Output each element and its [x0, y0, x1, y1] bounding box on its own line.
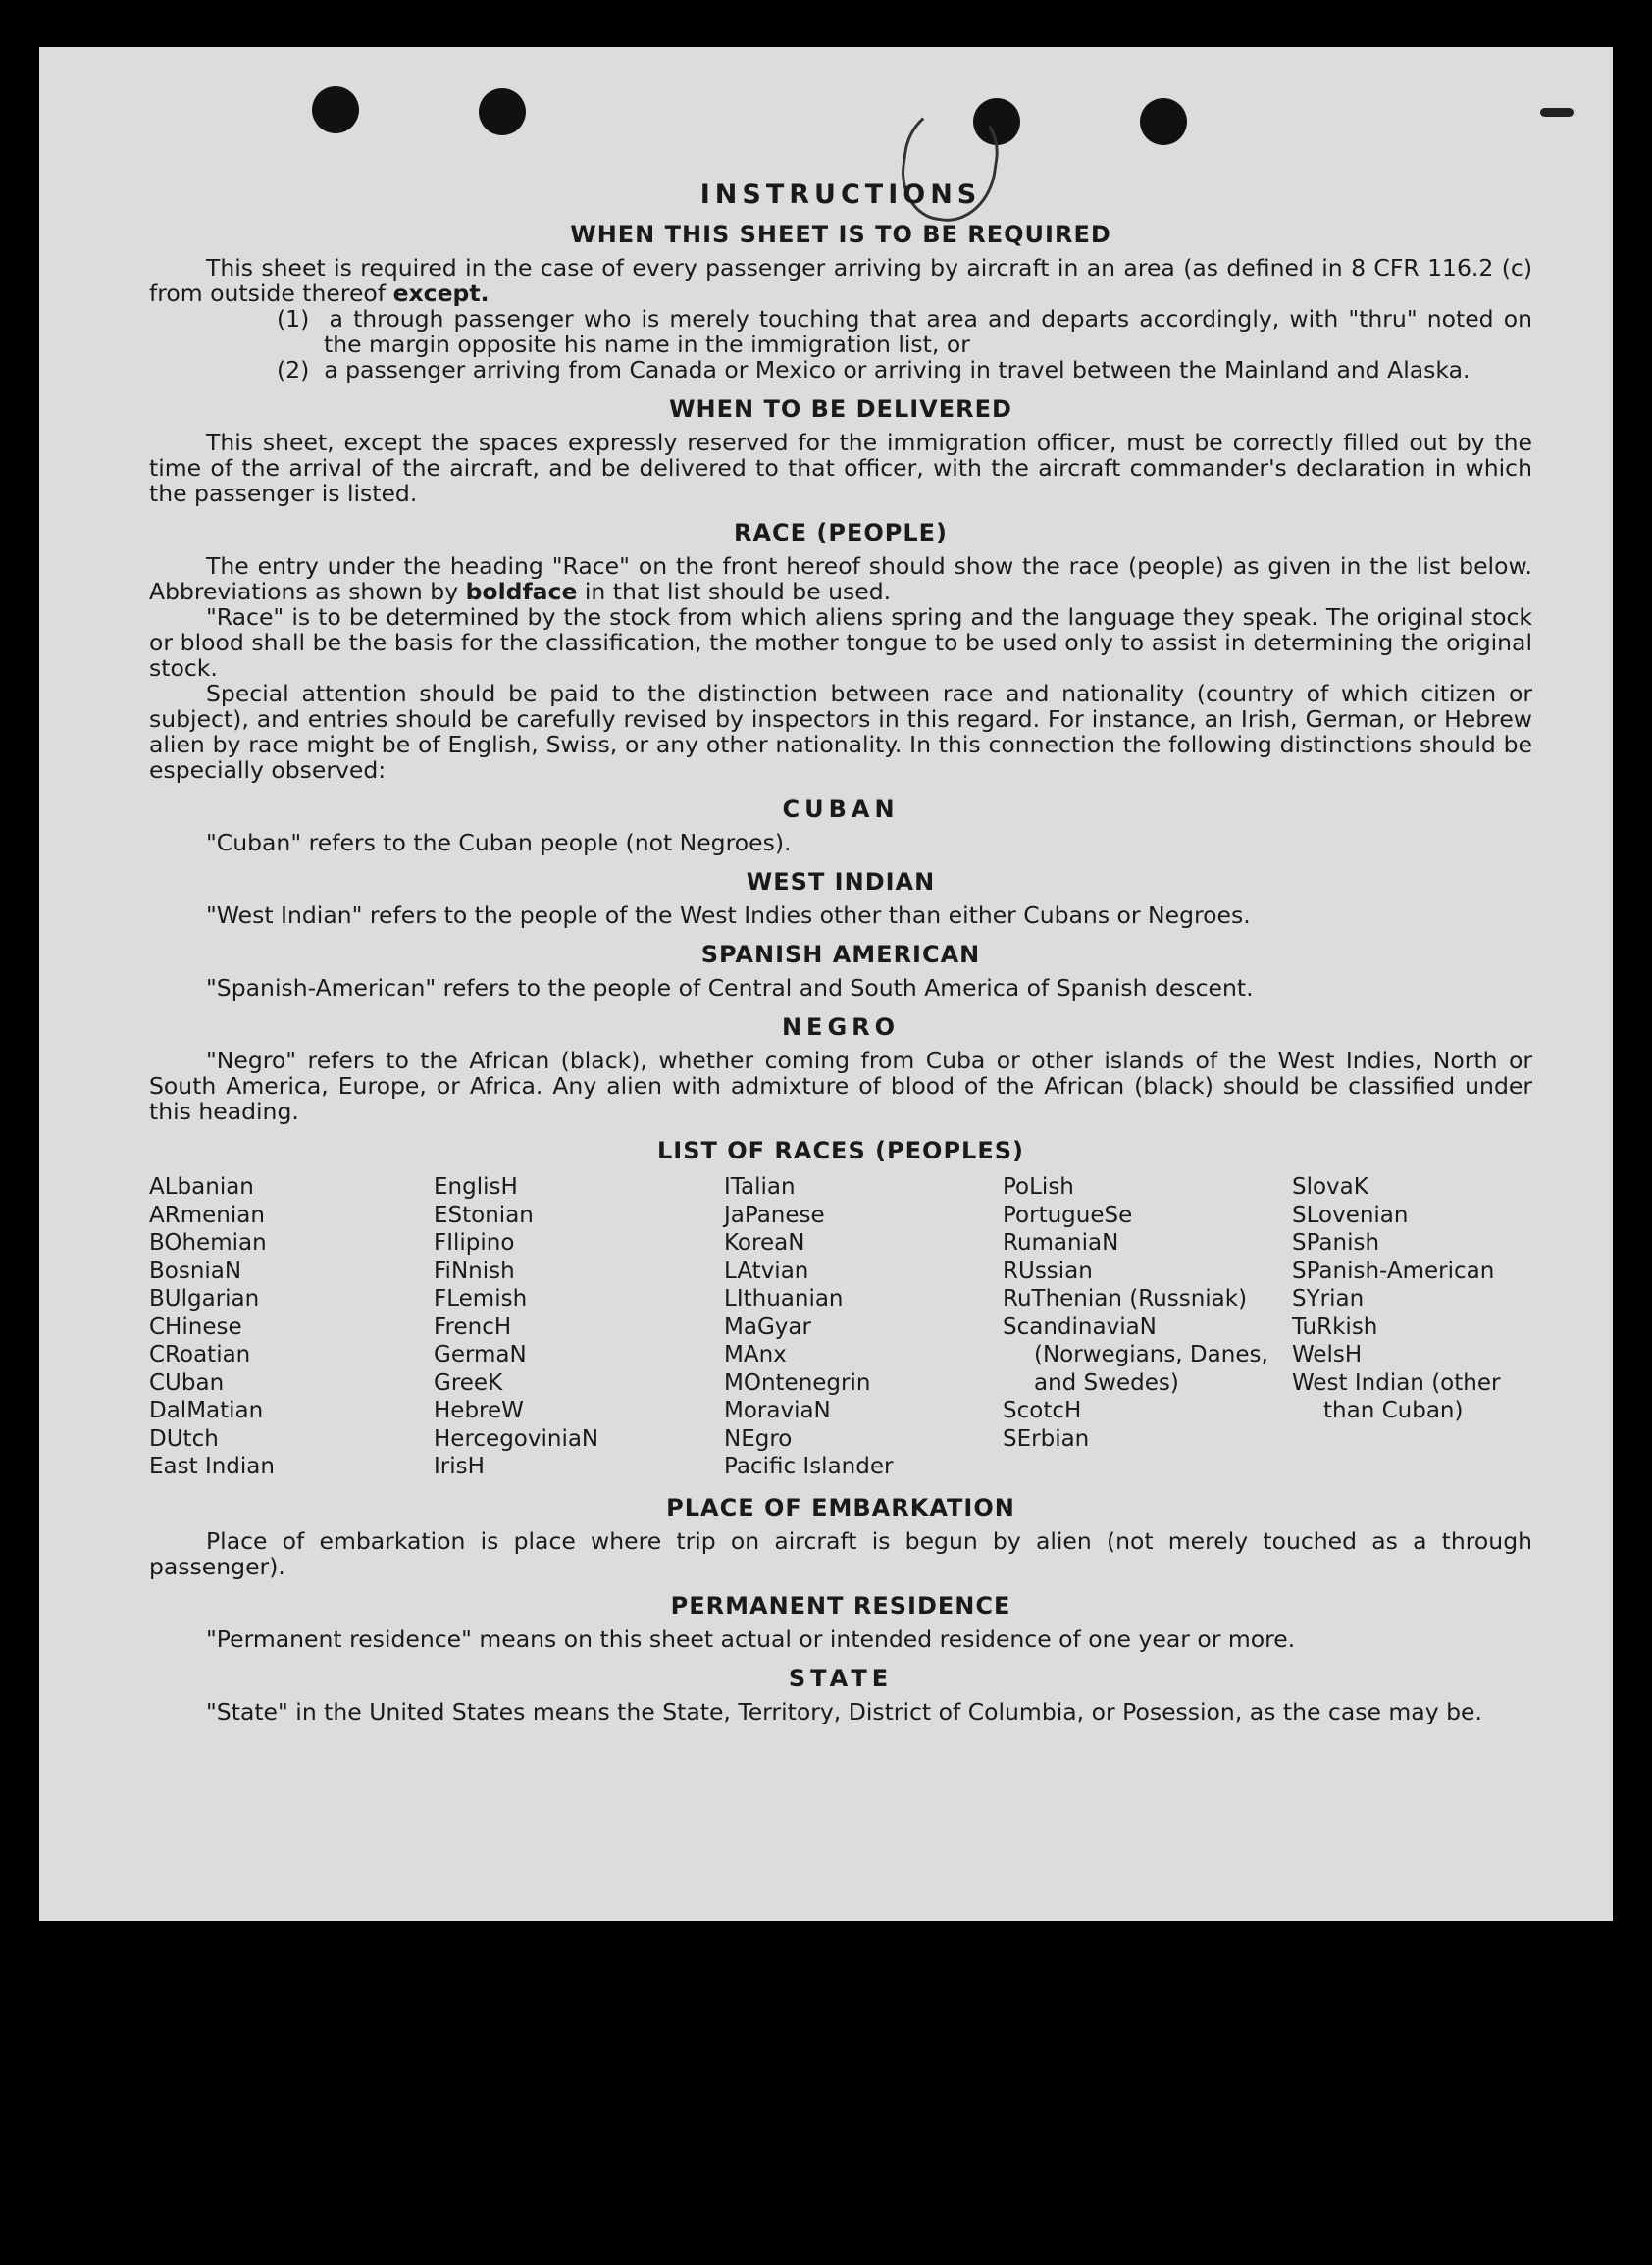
- paragraph-race-2: "Race" is to be determined by the stock from which aliens spring and the language they speak. The original stock or blood shall be the basis for the classification, the mother tongue to be used only to assist in determining the original stock.: [149, 603, 1532, 682]
- race-item: HercegoviniaN: [434, 1425, 599, 1452]
- heading-list-of-races: LIST OF RACES (PEOPLES): [657, 1137, 1024, 1164]
- heading-spanish-american: SPANISH AMERICAN: [700, 941, 981, 968]
- instructions-text: [149, 182, 1532, 1724]
- race-item: BUlgarian: [149, 1286, 260, 1312]
- race-item: GreeK: [434, 1369, 503, 1396]
- paragraph-required: This sheet is required in the case of every passenger arriving by aircraft in an area (as defined in 8 CFR 116.2 (c) from outside thereof except.: [149, 254, 1532, 307]
- race-item: CHinese: [149, 1313, 242, 1340]
- race-item: East Indian: [149, 1454, 275, 1479]
- scan-smudge: [1540, 108, 1574, 117]
- race-column-2: [434, 1173, 724, 1481]
- exception-item-2: (2) a passenger arriving from Canada or Mexico or arriving in travel between the Mainland and Alaska.: [277, 356, 1471, 384]
- race-column-3: [724, 1173, 1003, 1481]
- race-item: MoraviaN: [724, 1398, 831, 1423]
- race-item: JaPanese: [724, 1202, 825, 1228]
- race-item: ALbanian: [149, 1174, 254, 1200]
- exception-item-1: (1) a through passenger who is merely touching that area and departs accordingly, with "thru" noted on the margin opposite his name in the immigration list, or: [277, 305, 1532, 358]
- heading-state: STATE: [788, 1664, 894, 1692]
- race-item: MOntenegrin: [724, 1369, 871, 1396]
- race-item: DalMatian: [149, 1398, 264, 1423]
- race-item: BosniaN: [149, 1258, 242, 1284]
- heading-when-delivered: WHEN TO BE DELIVERED: [669, 395, 1012, 423]
- punch-hole: [312, 86, 359, 133]
- race-item: FLemish: [434, 1286, 528, 1312]
- race-item: RumaniaN: [1003, 1230, 1119, 1256]
- race-item: PortugueSe: [1003, 1202, 1133, 1228]
- race-column-1: [149, 1173, 434, 1481]
- race-item: ARmenian: [149, 1202, 265, 1228]
- paragraph-negro: "Negro" refers to the African (black), whether coming from Cuba or other islands of the West Indies, North or South America, Europe, or Africa. Any alien with admixture of blood of the African (black) should be classified under this heading.: [149, 1047, 1532, 1125]
- heading-when-required: WHEN THIS SHEET IS TO BE REQUIRED: [570, 221, 1111, 248]
- race-item: SYrian: [1292, 1286, 1365, 1312]
- paragraph-spanish-american: "Spanish-American" refers to the people of Central and South America of Spanish descent.: [206, 974, 1254, 1002]
- heading-permanent-residence: PERMANENT RESIDENCE: [670, 1591, 1011, 1620]
- race-item: CUban: [149, 1369, 225, 1396]
- race-item: SPanish: [1292, 1230, 1380, 1256]
- race-item: BOhemian: [149, 1230, 267, 1256]
- race-item: IrisH: [434, 1454, 485, 1479]
- race-item: FrencH: [434, 1313, 512, 1340]
- race-item: West Indian (other than Cuban): [1292, 1369, 1501, 1423]
- race-list: [149, 1173, 1532, 1481]
- race-item: HebreW: [434, 1398, 524, 1423]
- race-item: EStonian: [434, 1202, 534, 1228]
- race-item: MAnx: [724, 1342, 787, 1367]
- paragraph-west-indian: "West Indian" refers to the people of the West Indies other than either Cubans or Negroes.: [206, 901, 1251, 929]
- race-item: MaGyar: [724, 1313, 811, 1340]
- heading-race: RACE (PEOPLE): [733, 519, 949, 546]
- race-item: SErbian: [1003, 1425, 1090, 1452]
- paragraph-race-3: Special attention should be paid to the distinction between race and nationality (country of which citizen or subject), and entries should be carefully revised by inspectors in this regard. For instance, an Irish, German, or Hebrew alien by race might be of English, Swiss, or any other nationality. In this connection the following distinctions should be especially observed:: [149, 680, 1532, 784]
- race-item: LAtvian: [724, 1258, 809, 1284]
- race-item: SLovenian: [1292, 1202, 1409, 1228]
- race-item: ScotcH: [1003, 1398, 1082, 1423]
- heading-cuban: CUBAN: [782, 796, 900, 823]
- race-item: SlovaK: [1292, 1174, 1368, 1200]
- paragraph-embarkation: Place of embarkation is place where trip on aircraft is begun by alien (not merely touched as a through passenger).: [149, 1526, 1532, 1580]
- race-item: NEgro: [724, 1425, 793, 1452]
- heading-west-indian: WEST INDIAN: [746, 868, 936, 896]
- paragraph-cuban: "Cuban" refers to the Cuban people (not Negroes).: [206, 829, 792, 856]
- race-item: WelsH: [1292, 1342, 1363, 1367]
- race-item: RUssian: [1003, 1258, 1093, 1284]
- paragraph-race-1: The entry under the heading "Race" on the front hereof should show the race (people) as given in the list below. Abbreviations as shown by boldface in that list should be used.: [149, 552, 1532, 605]
- race-item: ScandinaviaN (Norwegians, Danes, and Swedes): [1003, 1313, 1268, 1396]
- race-column-4: [1003, 1173, 1292, 1481]
- heading-embarkation: PLACE OF EMBARKATION: [666, 1493, 1015, 1521]
- race-item: GermaN: [434, 1342, 527, 1367]
- race-item: ITalian: [724, 1174, 796, 1200]
- race-column-5: [1292, 1173, 1527, 1481]
- race-item: FiNnish: [434, 1258, 515, 1284]
- race-item: Pacific Islander: [724, 1454, 894, 1479]
- paragraph-delivered: This sheet, except the spaces expressly reserved for the immigration officer, must be correctly filled out by the time of the arrival of the aircraft, and be delivered to that officer, with the aircraft commander's declaration in which the passenger is listed.: [149, 429, 1532, 507]
- race-item: LIthuanian: [724, 1286, 844, 1312]
- race-item: EnglisH: [434, 1174, 518, 1200]
- race-item: KoreaN: [724, 1230, 805, 1256]
- race-item: SPanish-American: [1292, 1258, 1495, 1284]
- heading-negro: NEGRO: [781, 1013, 901, 1041]
- paragraph-permanent-residence: "Permanent residence" means on this sheet actual or intended residence of one year or more.: [206, 1624, 1296, 1653]
- paragraph-state: "State" in the United States means the State, Territory, District of Columbia, or Posession, as the case may be.: [206, 1697, 1482, 1725]
- race-item: CRoatian: [149, 1342, 251, 1367]
- race-item: FIlipino: [434, 1230, 515, 1256]
- page-title: INSTRUCTIONS: [699, 180, 982, 210]
- race-item: DUtch: [149, 1425, 219, 1452]
- race-item: TuRkish: [1292, 1313, 1378, 1340]
- punch-hole: [1140, 98, 1187, 145]
- punch-hole: [479, 88, 526, 135]
- race-item: RuThenian (Russniak): [1003, 1286, 1248, 1312]
- race-item: PoLish: [1003, 1174, 1074, 1200]
